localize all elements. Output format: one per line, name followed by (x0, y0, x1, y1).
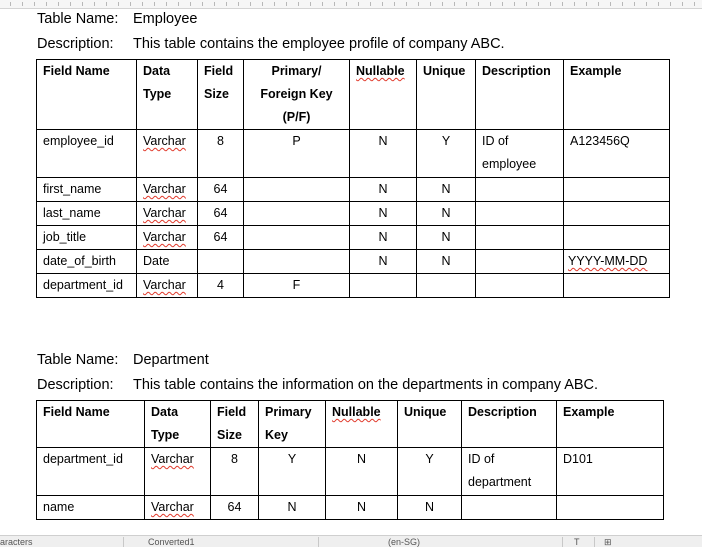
ruler-tick (58, 2, 59, 6)
ruler-tick (406, 2, 407, 6)
cell-data-type: Varchar (137, 226, 198, 250)
cell-field-size: 8 (211, 448, 259, 496)
cell-description (476, 226, 564, 250)
ruler-tick (442, 2, 443, 6)
word-count-status[interactable]: aracters (0, 537, 33, 547)
ruler-tick (190, 2, 191, 6)
ruler-tick (394, 2, 395, 6)
cell-field-name: job_title (37, 226, 137, 250)
cell-unique: N (417, 178, 476, 202)
cell-field-size: 64 (198, 226, 244, 250)
ruler-tick (670, 2, 671, 6)
table-row (37, 178, 670, 202)
status-bar (0, 535, 702, 547)
cell-example (564, 202, 670, 226)
table-header-row (37, 401, 664, 448)
cell-key (244, 178, 350, 202)
ruler-tick (202, 2, 203, 6)
cell-nullable: N (350, 130, 417, 178)
ruler-tick (118, 2, 119, 6)
header-field-size: Field Size (198, 60, 244, 130)
ruler-tick (694, 2, 695, 6)
header-primary-key: Primary Key (259, 401, 326, 448)
header-primary-foreign-key: Primary/ Foreign Key (P/F) (244, 60, 350, 130)
cell-description (476, 274, 564, 298)
cell-key: F (244, 274, 350, 298)
ruler-tick (658, 2, 659, 6)
cell-key: Y (259, 448, 326, 496)
table-name-line (37, 9, 198, 29)
cell-example: D101 (557, 448, 664, 496)
cell-example: A123456Q (564, 130, 670, 178)
selection-mode-icon[interactable]: ⊞ (604, 537, 612, 547)
table-name-line (37, 350, 209, 370)
header-field-name: Field Name (37, 401, 145, 448)
ruler-tick (682, 2, 683, 6)
header-data-type: Data Type (137, 60, 198, 130)
table-description-label: Description: (37, 36, 114, 52)
cell-unique: N (398, 496, 462, 520)
ruler-tick (514, 2, 515, 6)
ruler-tick (310, 2, 311, 6)
table-name-value: Employee (133, 11, 198, 27)
cell-field-size: 64 (198, 178, 244, 202)
ruler-tick (166, 2, 167, 6)
horizontal-ruler[interactable] (0, 0, 702, 9)
ruler-tick (586, 2, 587, 6)
cell-unique: N (417, 226, 476, 250)
header-example: Example (564, 60, 670, 130)
cell-field-name: name (37, 496, 145, 520)
ruler-tick (82, 2, 83, 6)
cell-example (557, 496, 664, 520)
header-nullable: Nullable (350, 60, 417, 130)
table-description-line (37, 34, 505, 54)
cell-nullable: N (350, 226, 417, 250)
document-page (0, 9, 702, 534)
ruler-tick (154, 2, 155, 6)
ruler-tick (142, 2, 143, 6)
cell-data-type: Varchar (145, 448, 211, 496)
ruler-tick (382, 2, 383, 6)
cell-field-name: date_of_birth (37, 250, 137, 274)
cell-description: ID of department (462, 448, 557, 496)
ruler-tick (34, 2, 35, 6)
table-description-line (37, 375, 599, 395)
ruler-tick (550, 2, 551, 6)
cell-field-name: first_name (37, 178, 137, 202)
cell-key: P (244, 130, 350, 178)
ruler-tick (298, 2, 299, 6)
ruler-tick (466, 2, 467, 6)
ruler-tick (46, 2, 47, 6)
ruler-tick (106, 2, 107, 6)
cell-field-name: department_id (37, 448, 145, 496)
cell-field-size: 4 (198, 274, 244, 298)
table-description-value: This table contains the information on the departments in company ABC. (133, 377, 599, 393)
ruler-tick (538, 2, 539, 6)
ruler-tick (130, 2, 131, 6)
ruler-tick (22, 2, 23, 6)
cell-example (564, 274, 670, 298)
header-example: Example (557, 401, 664, 448)
ruler-tick (10, 2, 11, 6)
table-name-value: Department (133, 352, 209, 368)
cell-key: N (259, 496, 326, 520)
cell-field-size (198, 250, 244, 274)
ruler-tick (214, 2, 215, 6)
cell-key (244, 226, 350, 250)
cell-field-name: employee_id (37, 130, 137, 178)
cell-example (564, 178, 670, 202)
cell-data-type: Date (137, 250, 198, 274)
cell-field-name: department_id (37, 274, 137, 298)
cell-nullable: N (350, 202, 417, 226)
header-unique: Unique (417, 60, 476, 130)
table-row (37, 496, 664, 520)
ruler-tick (358, 2, 359, 6)
cell-unique: N (417, 250, 476, 274)
ruler-tick (478, 2, 479, 6)
insert-mode-icon[interactable]: T (574, 537, 580, 547)
cell-nullable: N (350, 178, 417, 202)
cell-data-type: Varchar (137, 274, 198, 298)
cell-description (462, 496, 557, 520)
cell-nullable: N (326, 448, 398, 496)
cell-key (244, 250, 350, 274)
cell-data-type: Varchar (137, 130, 198, 178)
cell-description (476, 250, 564, 274)
ruler-tick (574, 2, 575, 6)
ruler-tick (94, 2, 95, 6)
ruler-tick (634, 2, 635, 6)
cell-key (244, 202, 350, 226)
header-nullable: Nullable (326, 401, 398, 448)
cell-nullable: N (350, 250, 417, 274)
header-field-name: Field Name (37, 60, 137, 130)
ruler-tick (526, 2, 527, 6)
ruler-tick (454, 2, 455, 6)
ruler-tick (286, 2, 287, 6)
cell-description (476, 202, 564, 226)
ruler-tick (646, 2, 647, 6)
table-row (37, 250, 670, 274)
cell-nullable (350, 274, 417, 298)
cell-unique: Y (398, 448, 462, 496)
table-row (37, 226, 670, 250)
ruler-tick (610, 2, 611, 6)
table-row (37, 130, 670, 178)
ruler-tick (418, 2, 419, 6)
ruler-tick (502, 2, 503, 6)
cell-data-type: Varchar (137, 178, 198, 202)
cell-data-type: Varchar (145, 496, 211, 520)
cell-field-size: 64 (211, 496, 259, 520)
page-style-status[interactable]: Converted1 (148, 537, 195, 547)
ruler-tick (430, 2, 431, 6)
ruler-tick (178, 2, 179, 6)
ruler-tick (322, 2, 323, 6)
cell-nullable: N (326, 496, 398, 520)
header-description: Description (462, 401, 557, 448)
ruler-tick (598, 2, 599, 6)
table-header-row (37, 60, 670, 130)
cell-field-name: last_name (37, 202, 137, 226)
ruler-tick (370, 2, 371, 6)
ruler-tick (334, 2, 335, 6)
ruler-tick (346, 2, 347, 6)
ruler-tick (562, 2, 563, 6)
cell-example: YYYY-MM-DD (564, 250, 670, 274)
ruler-tick (622, 2, 623, 6)
cell-unique: Y (417, 130, 476, 178)
table-row (37, 448, 664, 496)
ruler-tick (70, 2, 71, 6)
table-description-value: This table contains the employee profile of company ABC. (133, 36, 505, 52)
header-field-size: Field Size (211, 401, 259, 448)
ruler-tick (250, 2, 251, 6)
employee-table (36, 59, 670, 298)
cell-example (564, 226, 670, 250)
cell-field-size: 64 (198, 202, 244, 226)
header-description: Description (476, 60, 564, 130)
ruler-tick (262, 2, 263, 6)
cell-unique (417, 274, 476, 298)
header-data-type: Data Type (145, 401, 211, 448)
ruler-tick (490, 2, 491, 6)
ruler-tick (238, 2, 239, 6)
table-name-label: Table Name: (37, 11, 119, 27)
table-name-label: Table Name: (37, 352, 119, 368)
header-unique: Unique (398, 401, 462, 448)
cell-description: ID of employee (476, 130, 564, 178)
table-row (37, 202, 670, 226)
cell-unique: N (417, 202, 476, 226)
cell-description (476, 178, 564, 202)
cell-data-type: Varchar (137, 202, 198, 226)
department-table (36, 400, 664, 520)
table-row (37, 274, 670, 298)
ruler-tick (226, 2, 227, 6)
ruler-tick (274, 2, 275, 6)
table-description-label: Description: (37, 377, 114, 393)
language-status[interactable]: (en-SG) (388, 537, 421, 547)
cell-field-size: 8 (198, 130, 244, 178)
